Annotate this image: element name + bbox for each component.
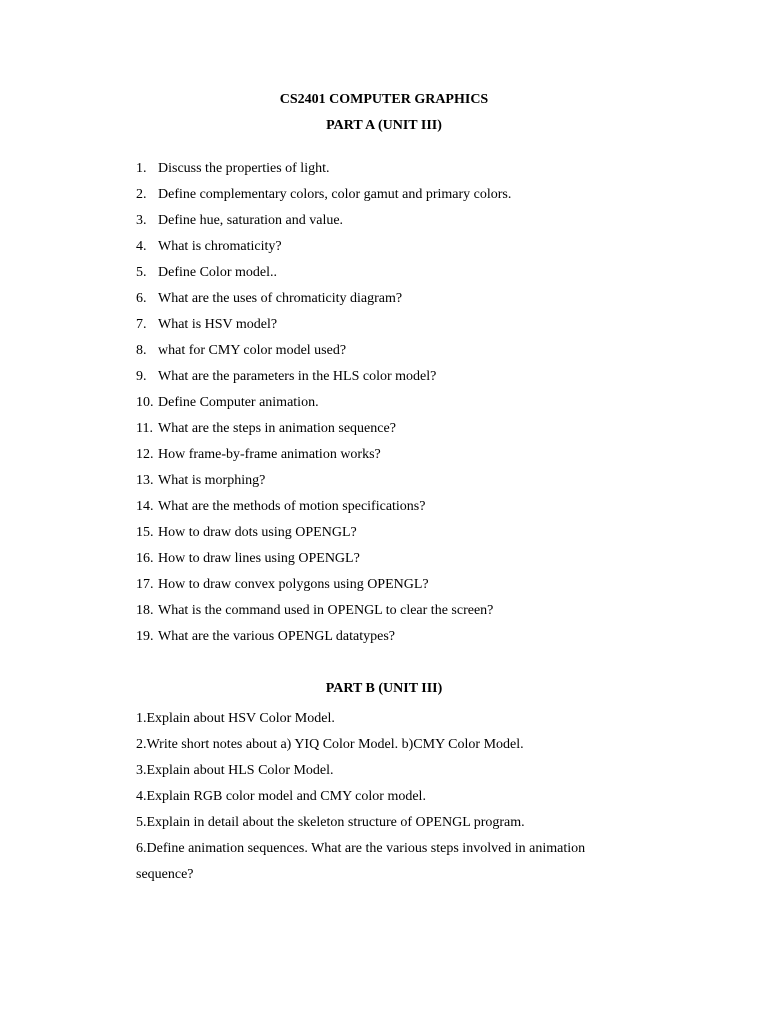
question-text: What are the steps in animation sequence? [158, 421, 396, 436]
list-item [136, 420, 511, 446]
list-item [136, 316, 511, 342]
list-item [136, 732, 636, 758]
question-text: What are the parameters in the HLS color model? [158, 369, 437, 384]
question-text: What is the command used in OPENGL to clear the screen? [158, 603, 494, 618]
list-item [136, 498, 511, 524]
question-text: Define Color model.. [158, 265, 277, 280]
list-item [136, 160, 511, 186]
list-item [136, 186, 511, 212]
question-text: What is chromaticity? [158, 239, 282, 254]
part-b-heading: PART B (UNIT III) [325, 681, 443, 696]
question-text: Define Computer animation. [158, 395, 319, 410]
list-item [136, 368, 511, 394]
list-item [136, 524, 511, 550]
question-number: 15. [136, 525, 154, 540]
list-item [136, 472, 511, 498]
question-text: 6.Define animation sequences. What are the various steps involved in animation sequence? [136, 841, 586, 882]
question-text: 2.Write short notes about a) YIQ Color Model. b)CMY Color Model. [136, 737, 524, 752]
question-number: 3. [136, 213, 147, 228]
question-text: What are the uses of chromaticity diagram? [158, 291, 403, 306]
question-text: 4.Explain RGB color model and CMY color model. [136, 789, 426, 804]
list-item [136, 706, 636, 732]
list-item [136, 784, 636, 810]
part-a-question-list [136, 160, 511, 654]
question-text: 1.Explain about HSV Color Model. [136, 711, 335, 726]
part-b-question-list [136, 706, 636, 888]
question-text: Discuss the properties of light. [158, 161, 330, 176]
part-a-heading: PART A (UNIT III) [326, 118, 442, 133]
question-number: 18. [136, 603, 154, 618]
question-number: 4. [136, 239, 147, 254]
list-item [136, 446, 511, 472]
question-number: 11. [136, 421, 153, 436]
question-number: 2. [136, 187, 147, 202]
list-item [136, 576, 511, 602]
question-text: what for CMY color model used? [158, 343, 347, 358]
course-title: CS2401 COMPUTER GRAPHICS [279, 92, 489, 107]
question-number: 12. [136, 447, 154, 462]
question-text: What is HSV model? [158, 317, 278, 332]
list-item [136, 628, 511, 654]
question-text: How to draw lines using OPENGL? [158, 551, 360, 566]
list-item [136, 212, 511, 238]
question-number: 16. [136, 551, 154, 566]
question-text: Define hue, saturation and value. [158, 213, 344, 228]
question-text: How frame-by-frame animation works? [158, 447, 381, 462]
list-item [136, 836, 636, 888]
list-item [136, 602, 511, 628]
question-number: 8. [136, 343, 147, 358]
question-number: 5. [136, 265, 147, 280]
question-text: What are the methods of motion specifications? [158, 499, 426, 514]
question-text: How to draw convex polygons using OPENGL? [158, 577, 429, 592]
question-number: 13. [136, 473, 154, 488]
question-text: 5.Explain in detail about the skeleton structure of OPENGL program. [136, 815, 525, 830]
question-number: 14. [136, 499, 154, 514]
list-item [136, 810, 636, 836]
question-text: What are the various OPENGL datatypes? [158, 629, 396, 644]
question-text: How to draw dots using OPENGL? [158, 525, 357, 540]
question-text: Define complementary colors, color gamut and primary colors. [158, 187, 512, 202]
question-number: 7. [136, 317, 147, 332]
question-number: 19. [136, 629, 154, 644]
question-number: 10. [136, 395, 154, 410]
question-text: What is morphing? [158, 473, 266, 488]
question-number: 1. [136, 161, 147, 176]
list-item [136, 550, 511, 576]
list-item [136, 238, 511, 264]
question-number: 6. [136, 291, 147, 306]
question-number: 17. [136, 577, 154, 592]
list-item [136, 342, 511, 368]
list-item [136, 264, 511, 290]
list-item [136, 290, 511, 316]
question-number: 9. [136, 369, 147, 384]
list-item [136, 758, 636, 784]
question-text: 3.Explain about HLS Color Model. [136, 763, 334, 778]
list-item [136, 394, 511, 420]
